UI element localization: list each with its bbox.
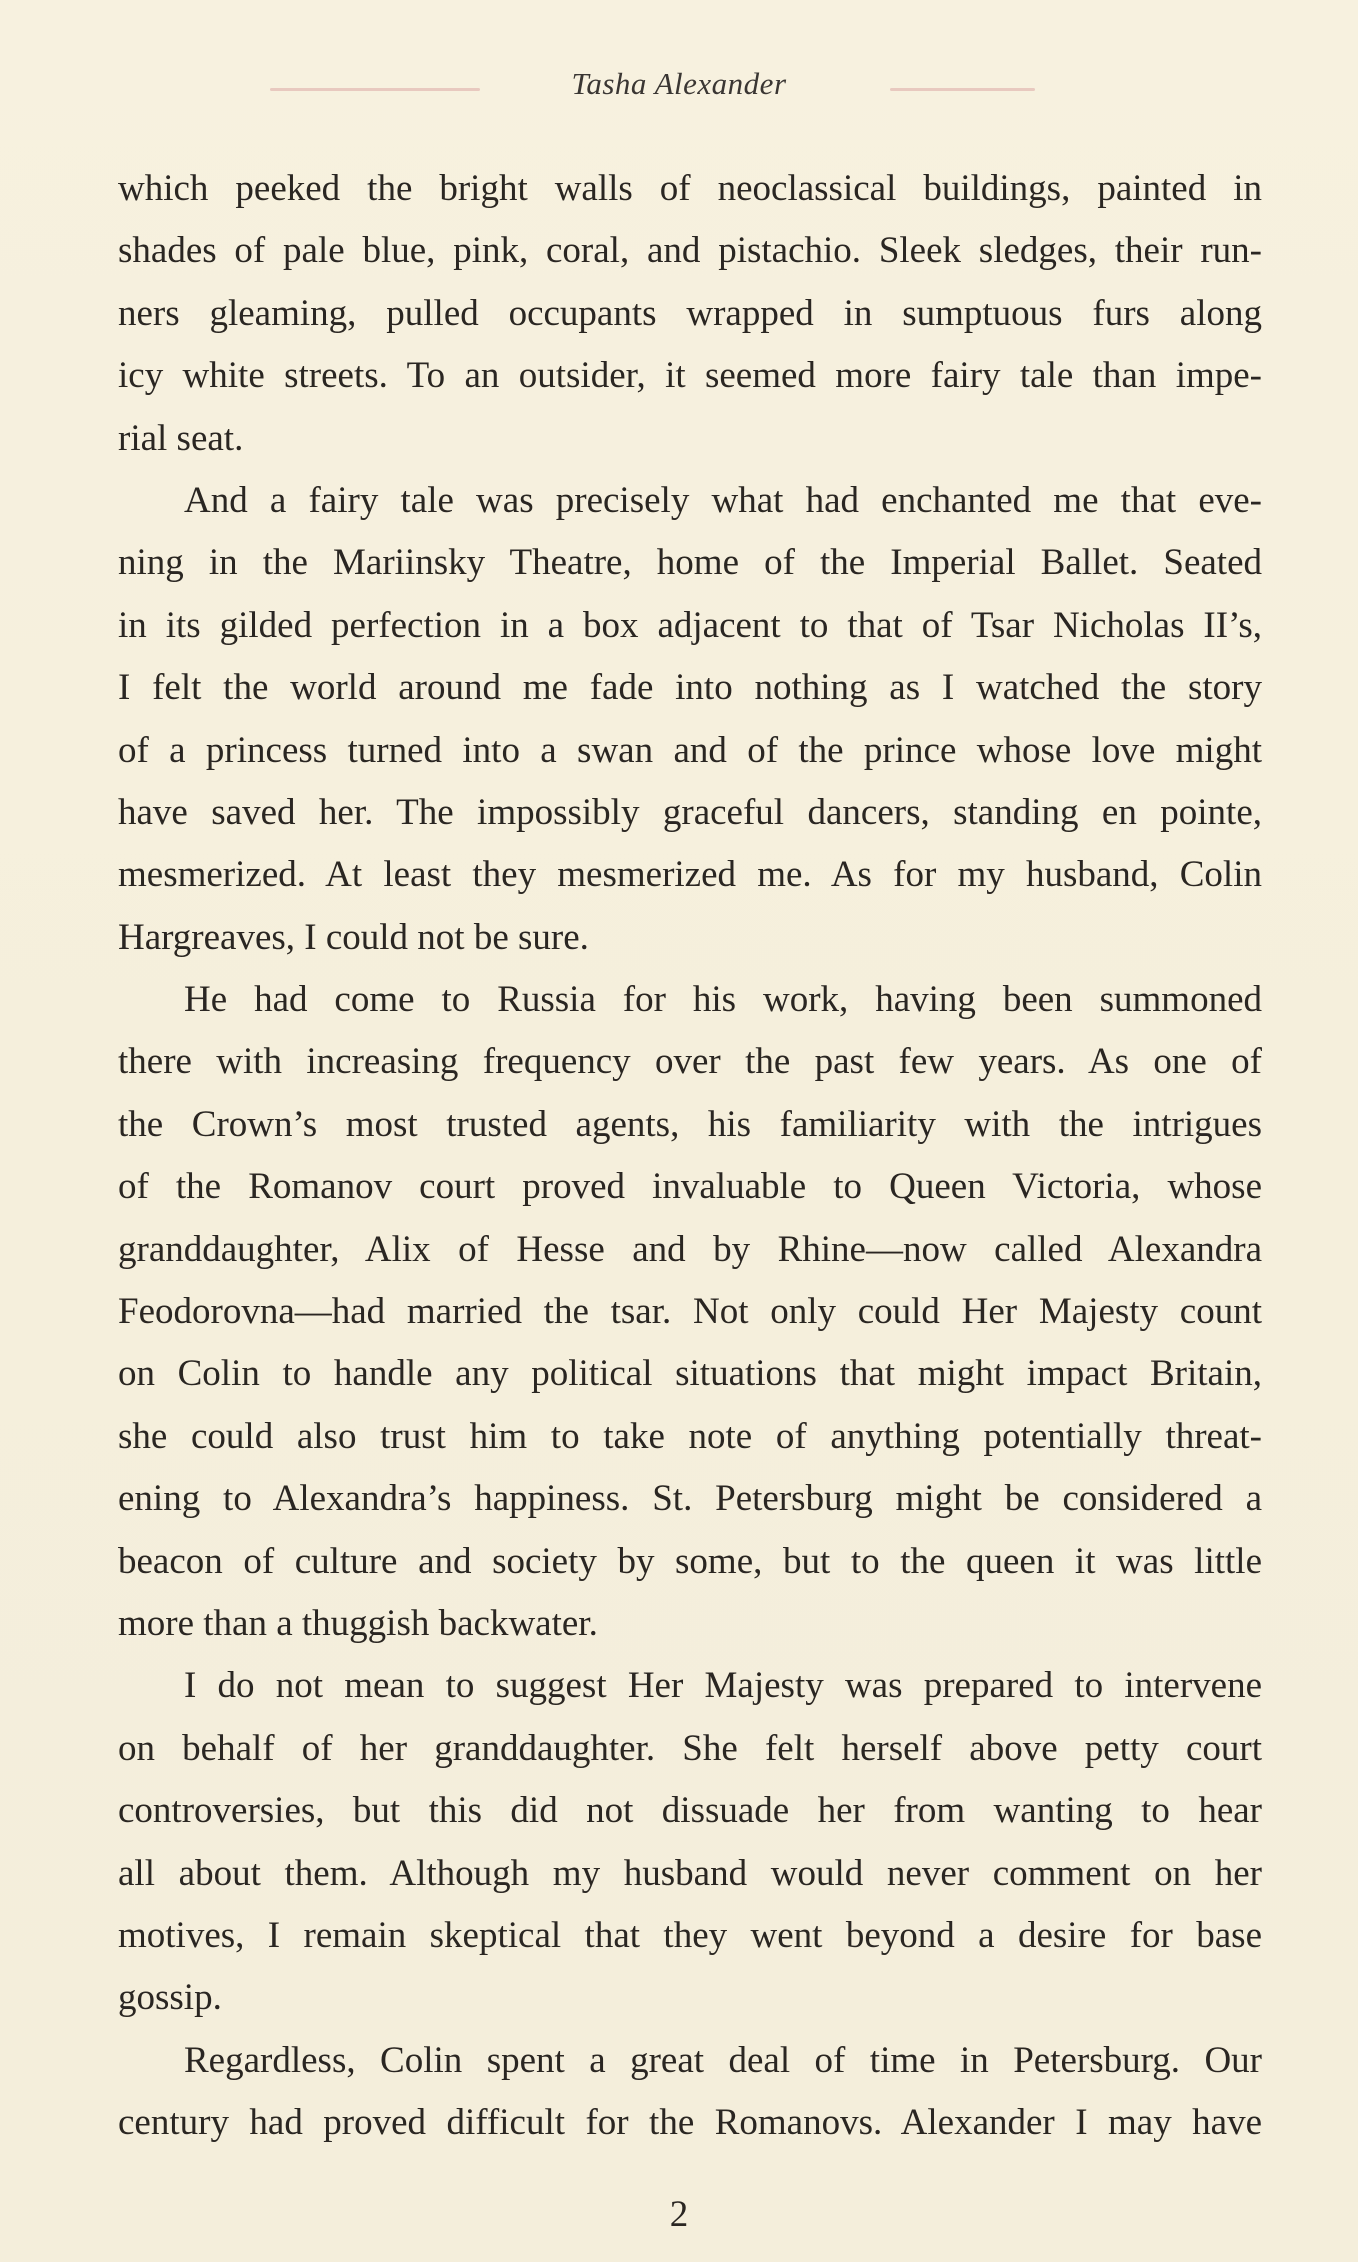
text-line: mesmerized. At least they mesmerized me. As for my husband, Colin xyxy=(118,854,1262,896)
text-line: more than a thuggish backwater. xyxy=(118,1602,598,1644)
text-line: of a princess turned into a swan and of the prince whose love might xyxy=(118,729,1262,771)
text-line: gossip. xyxy=(118,1977,222,2019)
text-line: And a fairy tale was precisely what had enchanted me that eve- xyxy=(184,479,1262,521)
page-header xyxy=(0,62,1358,112)
text-line: rial seat. xyxy=(118,417,244,459)
text-line: which peeked the bright walls of neoclassical buildings, painted in xyxy=(118,168,1262,209)
text-line: He had come to Russia for his work, having been summoned xyxy=(184,979,1262,1021)
text-line: century had proved difficult for the Romanovs. Alexander I may have xyxy=(118,2102,1262,2144)
body-text xyxy=(118,158,1262,2155)
text-line: ning in the Mariinsky Theatre, home of the Imperial Ballet. Seated xyxy=(118,542,1262,584)
text-line: granddaughter, Alix of Hesse and by Rhine—now called Alexandra xyxy=(118,1228,1262,1270)
header-ornament-rule-right xyxy=(890,88,1035,91)
text-line: in its gilded perfection in a box adjacent to that of Tsar Nicholas II’s, xyxy=(118,604,1262,646)
text-line: Feodorovna—had married the tsar. Not only could Her Majesty count xyxy=(118,1291,1262,1333)
text-line: beacon of culture and society by some, but to the queen it was little xyxy=(118,1540,1262,1582)
text-line: ners gleaming, pulled occupants wrapped in sumptuous furs along xyxy=(118,292,1262,334)
text-line: all about them. Although my husband would never comment on her xyxy=(118,1852,1262,1894)
text-line: the Crown’s most trusted agents, his familiarity with the intrigues xyxy=(118,1103,1262,1145)
text-line: of the Romanov court proved invaluable to Queen Victoria, whose xyxy=(118,1166,1262,1208)
text-line: motives, I remain skeptical that they went beyond a desire for base xyxy=(118,1914,1262,1956)
text-line: I felt the world around me fade into nothing as I watched the story xyxy=(118,667,1262,709)
text-line: on Colin to handle any political situations that might impact Britain, xyxy=(118,1353,1262,1395)
text-line: I do not mean to suggest Her Majesty was prepared to intervene xyxy=(184,1665,1262,1707)
text-line: ening to Alexandra’s happiness. St. Petersburg might be considered a xyxy=(118,1478,1262,1520)
text-line: shades of pale blue, pink, coral, and pistachio. Sleek sledges, their run- xyxy=(118,230,1262,272)
text-line: Regardless, Colin spent a great deal of time in Petersburg. Our xyxy=(184,2039,1262,2081)
page-number: 2 xyxy=(669,2194,689,2235)
text-line: have saved her. The impossibly graceful dancers, standing en pointe, xyxy=(118,791,1262,833)
running-head-author: Tasha Alexander xyxy=(571,66,787,101)
text-line: on behalf of her granddaughter. She felt herself above petty court xyxy=(118,1727,1262,1769)
text-line: Hargreaves, I could not be sure. xyxy=(118,916,589,958)
text-line: she could also trust him to take note of anything potentially threat- xyxy=(118,1415,1262,1457)
text-line: controversies, but this did not dissuade her from wanting to hear xyxy=(118,1790,1262,1832)
text-line: there with increasing frequency over the past few years. As one of xyxy=(118,1041,1262,1083)
text-line: icy white streets. To an outsider, it seemed more fairy tale than impe- xyxy=(118,355,1262,397)
